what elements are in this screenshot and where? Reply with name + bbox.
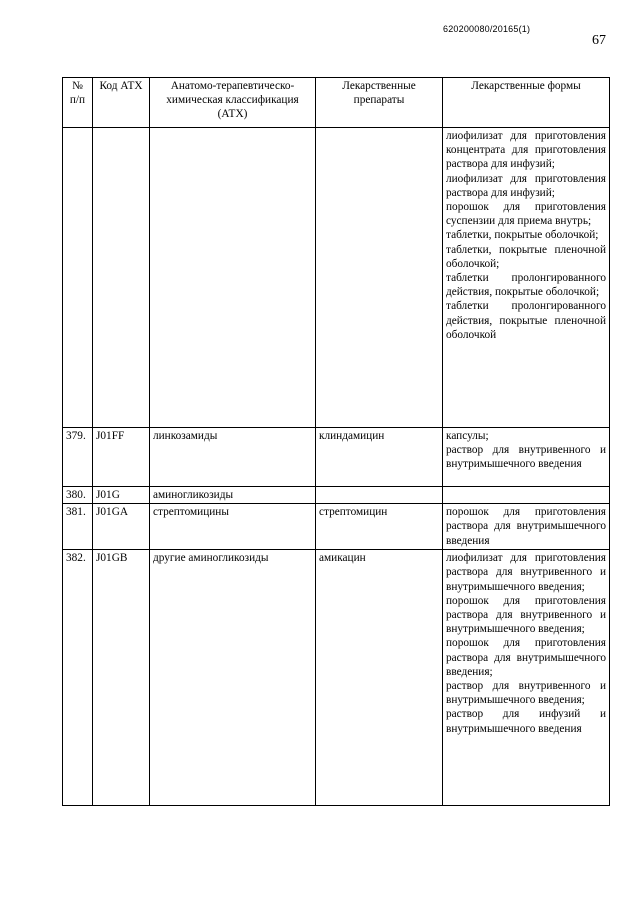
form-item: порошок для приготовления раствора для внутримышечного введения bbox=[446, 506, 606, 547]
cell-classification: стрептомицины bbox=[150, 504, 316, 550]
table-row bbox=[63, 550, 610, 806]
cell-classification: аминогликозиды bbox=[150, 487, 316, 504]
cell-classification bbox=[150, 128, 316, 428]
cell-code: J01GB bbox=[93, 550, 150, 806]
cell-forms bbox=[443, 504, 610, 550]
cell-drug bbox=[316, 128, 443, 428]
column-header-drug: Лекарственные препараты bbox=[316, 78, 443, 128]
cell-forms bbox=[443, 128, 610, 428]
cell-forms bbox=[443, 487, 610, 504]
column-header-num: № п/п bbox=[63, 78, 93, 128]
cell-drug: амикацин bbox=[316, 550, 443, 806]
table-row bbox=[63, 504, 610, 550]
form-item: раствор для внутривенного и внутримышечного введения bbox=[446, 444, 606, 471]
form-item: таблетки пролонгированного действия, покрытые пленочной оболочкой bbox=[446, 300, 606, 341]
form-item: лиофилизат для приготовления концентрата для приготовления раствора для инфузий; bbox=[446, 130, 606, 171]
cell-drug bbox=[316, 487, 443, 504]
cell-code: J01FF bbox=[93, 428, 150, 487]
form-item: таблетки, покрытые пленочной оболочкой; bbox=[446, 243, 606, 270]
cell-drug: клиндамицин bbox=[316, 428, 443, 487]
form-item: раствор для инфузий и внутримышечного введения bbox=[446, 708, 606, 735]
cell-code bbox=[93, 128, 150, 428]
cell-forms bbox=[443, 550, 610, 806]
column-header-code: Код АТХ bbox=[93, 78, 150, 128]
table-row bbox=[63, 428, 610, 487]
form-item: порошок для приготовления раствора для внутривенного и внутримышечного введения; bbox=[446, 594, 606, 636]
form-item: раствор для внутривенного и внутримышечного введения; bbox=[446, 680, 606, 707]
column-header-classification: Анатомо-терапевтическо-химическая классификация (АТХ) bbox=[150, 78, 316, 128]
form-item: капсулы; bbox=[446, 430, 489, 442]
cell-num bbox=[63, 128, 93, 428]
cell-classification: другие аминогликозиды bbox=[150, 550, 316, 806]
cell-forms bbox=[443, 428, 610, 487]
cell-classification: линкозамиды bbox=[150, 428, 316, 487]
cell-code: J01GA bbox=[93, 504, 150, 550]
cell-code: J01G bbox=[93, 487, 150, 504]
cell-num: 381. bbox=[63, 504, 93, 550]
form-item: таблетки, покрытые оболочкой; bbox=[446, 229, 599, 242]
table-header-row bbox=[63, 78, 610, 128]
cell-num: 380. bbox=[63, 487, 93, 504]
form-item: таблетки пролонгированного действия, покрытые оболочкой; bbox=[446, 272, 606, 299]
form-item: лиофилизат для приготовления раствора для инфузий; bbox=[446, 172, 606, 199]
page-number: 67 bbox=[592, 33, 606, 48]
cell-num: 379. bbox=[63, 428, 93, 487]
table-row bbox=[63, 128, 610, 428]
document-id: 620200080/20165(1) bbox=[443, 24, 531, 34]
atx-table bbox=[62, 77, 610, 806]
cell-drug: стрептомицин bbox=[316, 504, 443, 550]
column-header-forms: Лекарственные формы bbox=[443, 78, 610, 128]
cell-num: 382. bbox=[63, 550, 93, 806]
form-item: лиофилизат для приготовления раствора для внутривенного и внутримышечного введения; bbox=[446, 552, 606, 593]
table-row bbox=[63, 487, 610, 504]
form-item: порошок для приготовления раствора для внутримышечного введения; bbox=[446, 637, 606, 678]
form-item: порошок для приготовления суспензии для приема внутрь; bbox=[446, 201, 606, 228]
